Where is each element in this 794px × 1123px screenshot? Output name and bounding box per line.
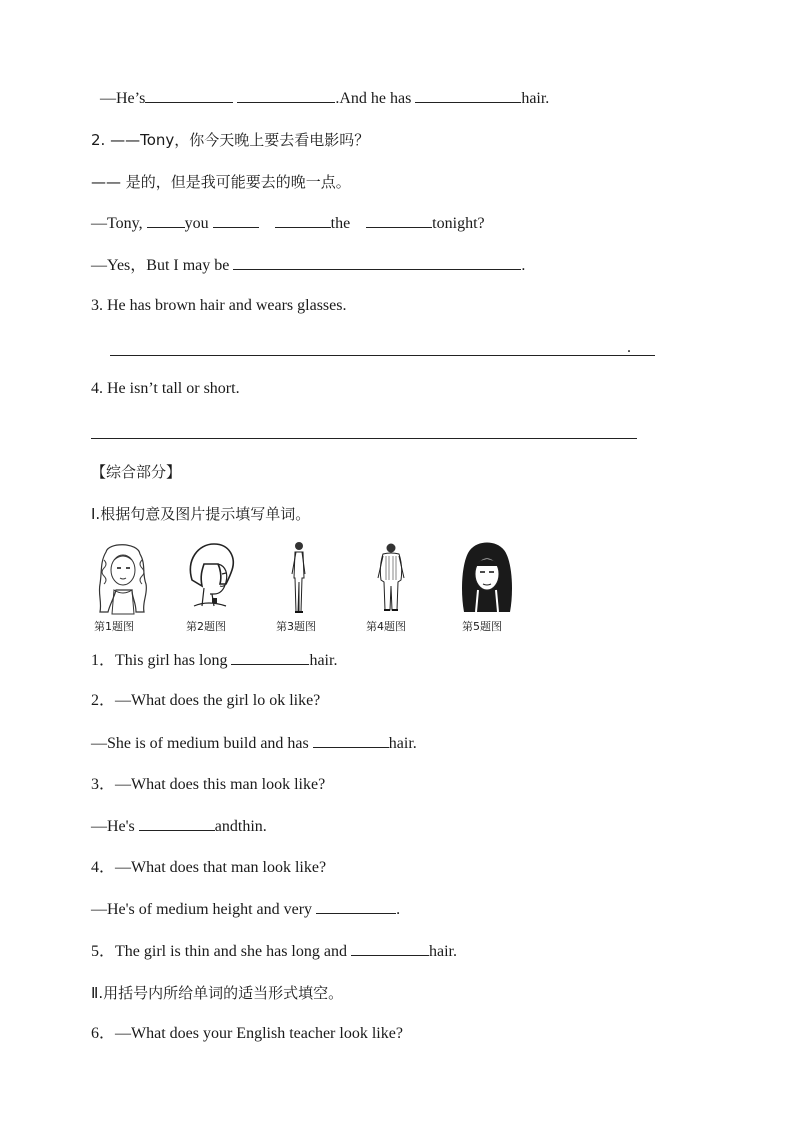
text: 5．The girl is thin and she has long and bbox=[91, 943, 347, 960]
answer-line-4[interactable] bbox=[91, 438, 637, 439]
item-4-question: 4．—What does that man look like? bbox=[91, 859, 327, 876]
item-2-question: 2．—What does the girl lo ok like? bbox=[91, 692, 321, 709]
curly-hair-girl-image bbox=[92, 540, 154, 616]
question-2-chinese: 2. ——Tony，你今天晚上要去看电影吗？ bbox=[91, 131, 370, 149]
text: —Yes，But I may be bbox=[91, 257, 230, 274]
item-5 bbox=[91, 941, 457, 962]
text: you bbox=[184, 215, 209, 232]
long-hair-woman-image bbox=[456, 540, 516, 616]
caption-5: 第5题图 bbox=[462, 620, 502, 633]
item-6-question: 6．—What does your English teacher look like? bbox=[91, 1025, 403, 1042]
text: —He's of medium height and very bbox=[91, 901, 313, 918]
text: . bbox=[396, 901, 401, 918]
item-3-answer bbox=[91, 816, 267, 837]
text: —He's bbox=[91, 818, 135, 835]
caption-2: 第2题图 bbox=[186, 620, 226, 633]
part-2-instruction: Ⅱ.用括号内所给单词的适当形式填空。 bbox=[91, 984, 344, 1002]
blank[interactable] bbox=[351, 941, 429, 956]
blank[interactable] bbox=[231, 650, 309, 665]
blank[interactable] bbox=[213, 213, 259, 228]
text: .And he has bbox=[335, 90, 412, 107]
text: 1．This girl has long bbox=[91, 652, 228, 669]
text: hair. bbox=[309, 652, 338, 669]
answer-line-1 bbox=[100, 88, 549, 109]
text: . bbox=[521, 257, 526, 274]
text: hair. bbox=[521, 90, 550, 107]
text: hair. bbox=[428, 943, 457, 960]
blank[interactable] bbox=[415, 88, 521, 103]
caption-4: 第4题图 bbox=[366, 620, 406, 633]
blank[interactable] bbox=[145, 88, 233, 103]
part-1-instruction: Ⅰ.根据句意及图片提示填写单词。 bbox=[91, 505, 311, 523]
text: —He’s bbox=[100, 90, 146, 107]
picture-row bbox=[88, 540, 528, 640]
item-2-answer bbox=[91, 733, 417, 754]
text: hair. bbox=[388, 735, 417, 752]
question-3: 3. He has brown hair and wears glasses. bbox=[91, 297, 347, 314]
heavy-man-image bbox=[374, 540, 408, 616]
answer-2-chinese: —— 是的，但是我可能要去的晚一点。 bbox=[91, 173, 351, 191]
blank[interactable] bbox=[237, 88, 335, 103]
tall-thin-man-image bbox=[284, 540, 314, 616]
caption-3: 第3题图 bbox=[276, 620, 316, 633]
section-title: 【综合部分】 bbox=[91, 463, 182, 481]
answer-line-3[interactable] bbox=[110, 355, 655, 356]
blank[interactable] bbox=[313, 733, 389, 748]
blank[interactable] bbox=[233, 255, 521, 270]
short-hair-girl-image bbox=[182, 540, 238, 616]
text: andthin. bbox=[214, 818, 267, 835]
text: —Tony, bbox=[91, 215, 143, 232]
blank[interactable] bbox=[139, 816, 215, 831]
question-2-english bbox=[91, 213, 485, 234]
text: —She is of medium build and has bbox=[91, 735, 309, 752]
answer-2-english bbox=[91, 255, 525, 276]
item-1 bbox=[91, 650, 337, 671]
item-4-answer bbox=[91, 899, 400, 920]
blank[interactable] bbox=[275, 213, 331, 228]
blank[interactable] bbox=[147, 213, 185, 228]
blank[interactable] bbox=[316, 899, 396, 914]
text: tonight? bbox=[432, 215, 485, 232]
caption-1: 第1题图 bbox=[94, 620, 134, 633]
text: the bbox=[330, 215, 351, 232]
item-3-question: 3．—What does this man look like? bbox=[91, 776, 326, 793]
question-4: 4. He isn’t tall or short. bbox=[91, 380, 240, 397]
period-mark: . bbox=[627, 339, 631, 356]
blank[interactable] bbox=[366, 213, 432, 228]
